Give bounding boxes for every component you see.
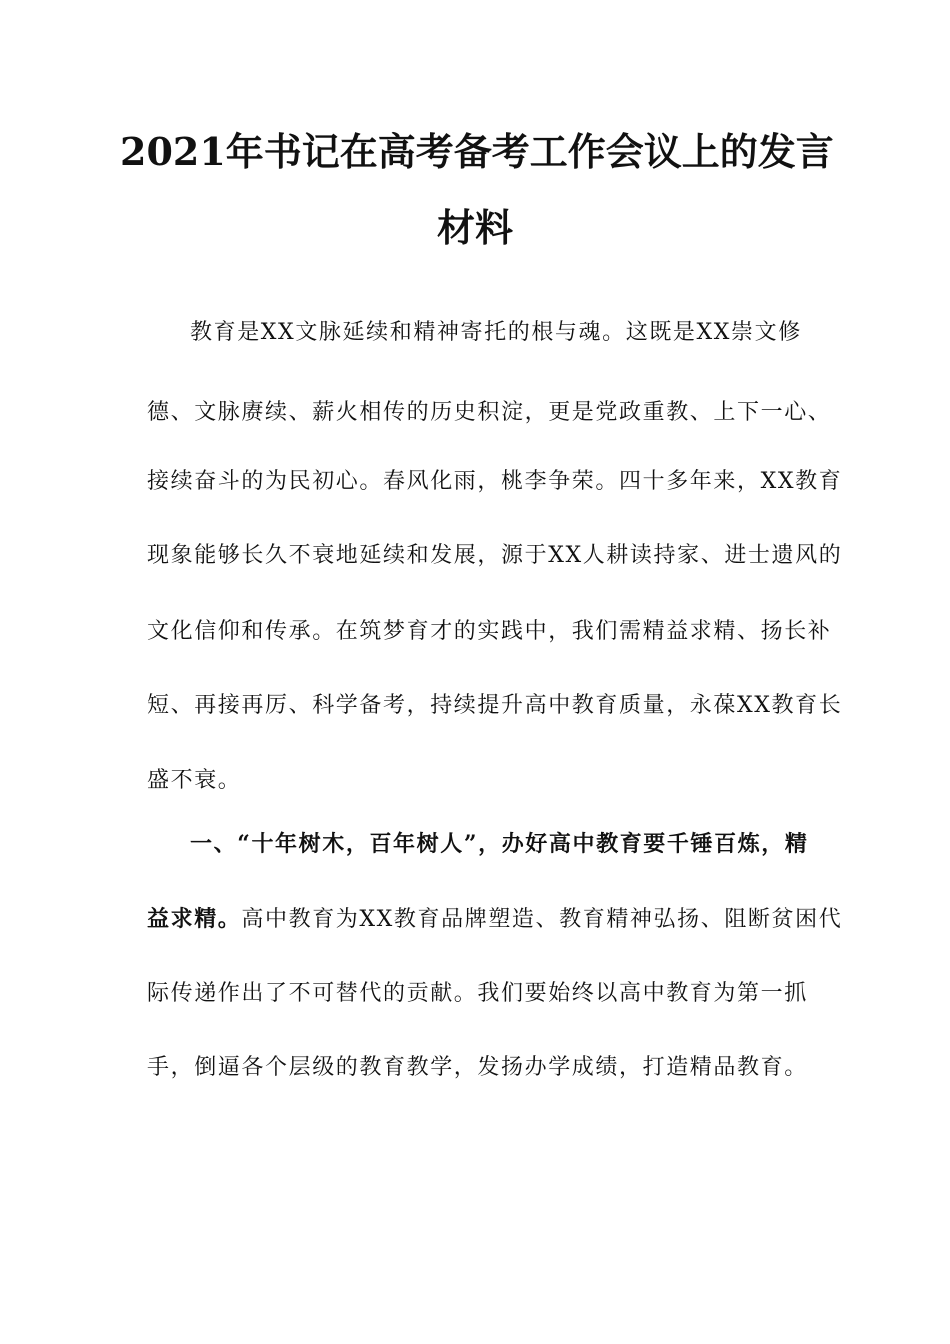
paragraph-1-line-1: 教育是XX文脉延续和精神寄托的根与魂。这既是XX崇文修 <box>190 320 802 345</box>
document-title-line-1: 2021年书记在高考备考工作会议上的发言 <box>120 129 834 174</box>
paragraph-1-line-4: 现象能够长久不衰地延续和发展，源于XX人耕读持家、进士遗风的 <box>147 543 843 568</box>
section-1-heading-line-2: 益求精。 <box>147 906 242 932</box>
paragraph-1-line-2: 德、文脉赓续、薪火相传的历史积淀，更是党政重教、上下一心、 <box>147 400 832 425</box>
paragraph-1-line-3: 接续奋斗的为民初心。春风化雨，桃李争荣。四十多年来，XX教育 <box>147 469 843 494</box>
section-1-body-line-3: 手，倒逼各个层级的教育教学，发扬办学成绩，打造精品教育。 <box>147 1055 808 1080</box>
document-title-line-2: 材料 <box>436 205 513 250</box>
paragraph-1-line-6: 短、再接再厉、科学备考，持续提升高中教育质量，永葆XX教育长 <box>147 693 843 718</box>
paragraph-1-line-5: 文化信仰和传承。在筑梦育才的实践中，我们需精益求精、扬长补 <box>147 619 832 644</box>
section-1-body-line-2: 际传递作出了不可替代的贡献。我们要始终以高中教育为第一抓 <box>147 981 808 1006</box>
section-1-heading-line-1: 一、“十年树木，百年树人”，办好高中教育要千锤百炼，精 <box>190 831 809 857</box>
section-1-line-2 <box>147 904 842 935</box>
paragraph-1-line-7: 盛不衰。 <box>147 768 242 793</box>
section-1-body-line-1: 高中教育为XX教育品牌塑造、教育精神弘扬、阻断贫困代 <box>241 907 843 932</box>
